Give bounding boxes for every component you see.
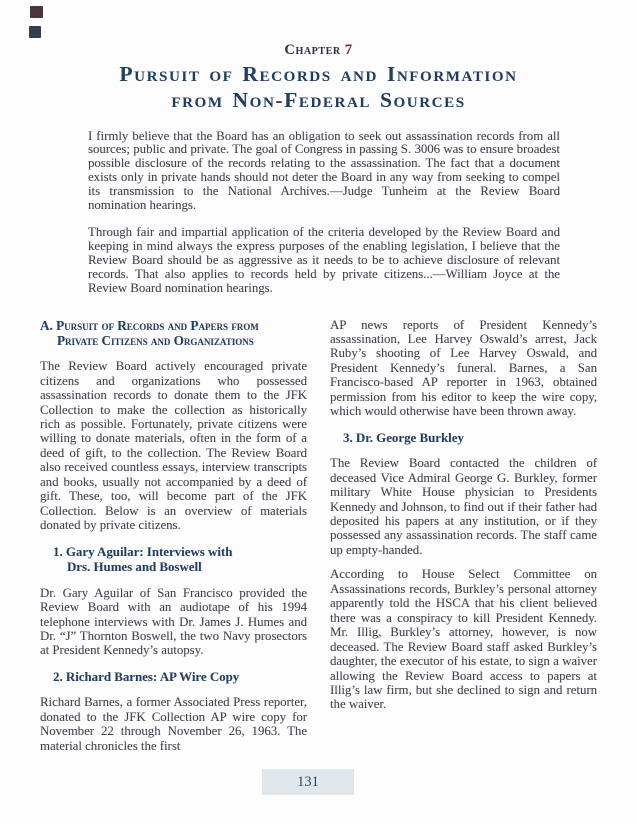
page-title — [0, 62, 637, 114]
subsection-2-heading-line-1: 2. Richard Barnes: AP Wire Copy — [53, 669, 240, 684]
subsection-2-paragraph: Richard Barnes, a former Associated Press reporter, donated to the JFK Collection AP wire copy for November 22 through November 26, 1963. The material chronicles the first — [40, 695, 307, 753]
chapter-number: 7 — [344, 42, 353, 58]
right-column — [330, 318, 597, 712]
subsection-2-heading — [40, 670, 307, 685]
subsection-1-heading-line-2: Drs. Humes and Boswell — [67, 560, 202, 575]
subsection-3-heading-line-1: 3. Dr. George Burkley — [343, 430, 464, 445]
subsection-2-paragraph-continuation: AP news reports of President Kennedy’s assassination, Lee Harvey Oswald’s arrest, Jack Ruby’s shooting of Lee Harvey Oswald, and President Kennedy’s funeral. Barnes, a San Francisco-based AP reporter in 1963, obtained permission from his editor to keep the wire copy, which would otherwise have been thrown away. — [330, 317, 597, 419]
epigraph-joyce: Through fair and impartial application of the criteria developed by the Review Board and keeping in mind always the express purposes of the enabling legislation, I believe that the Review Board should be as aggressive as it needs to be to achieve disclosure of relevant records. That also applies to records held by private citizens...—William Joyce at the Review Board nomination hearings. — [88, 225, 560, 295]
chapter-heading — [0, 42, 637, 59]
page-title-line-1: Pursuit of Records and Information — [119, 62, 518, 86]
scan-artifact-bottom — [29, 26, 41, 38]
subsection-1-heading — [40, 545, 307, 576]
subsection-3-paragraph-1: The Review Board contacted the children of deceased Vice Admiral George G. Burkley, former military White House physician to Presidents Kennedy and Johnson, to find out if their father had deposited his papers at any institution, or if they possessed any assassination records. The staff came up empty-handed. — [330, 456, 597, 557]
subsection-3-heading — [330, 431, 597, 446]
content-columns — [40, 318, 597, 754]
chapter-label: Chapter — [284, 42, 341, 58]
subsection-1-paragraph: Dr. Gary Aguilar of San Francisco provided the Review Board with an audiotape of his 1994 telephone interviews with Dr. James J. Humes and Dr. “J” Thornton Boswell, the two Navy prosectors at President Kennedy’s autopsy. — [40, 585, 307, 658]
page-number-box — [262, 769, 354, 795]
left-column — [40, 318, 307, 754]
section-a-heading-line-1: A. Pursuit of Records and Papers from — [40, 317, 259, 333]
page-title-line-2: from Non-Federal Sources — [171, 87, 466, 112]
scan-artifact-top — [30, 6, 43, 18]
epigraph-tunheim: I firmly believe that the Board has an obligation to seek out assassination records from all sources; public and private. The goal of Congress in passing S. 3006 was to ensure broadest possible disclosure of the records relating to the assassination. The fact that a document exists only in private hands should not deter the Board in any way from seeking to compel its transmission to the National Archives.—Judge Tunheim at the Review Board nomination hearings. — [88, 128, 560, 212]
subsection-1-heading-line-1: 1. Gary Aguilar: Interviews with — [53, 544, 233, 559]
page-number: 131 — [297, 773, 319, 790]
subsection-3-paragraph-2: According to House Select Committee on Assassinations records, Burkley’s personal attorney apparently told the HSCA that his client believed there was a conspiracy to kill President Kennedy. Mr. Illig, Burkley’s attorney, however, is now deceased. The Review Board staff asked Burkley’s daughter, the executor of his estate, to sign a waiver allowing the Review Board access to papers at Illig’s law firm, but she declined to sign and return the waiver. — [330, 567, 597, 712]
section-a-heading-line-2: Private Citizens and Organizations — [57, 333, 254, 349]
section-a-heading — [40, 318, 307, 350]
section-a-intro-paragraph: The Review Board actively encouraged private citizens and organizations who possessed assassination records to donate them to the JFK Collection to make the collection as historically rich as possible. Fortunately, private citizens were willing to donate materials, often in the form of a deed of gift, to the collection. The Review Board also received countless essays, interview transcripts and books, usually not accompanied by a deed of gift. These, too, will become part of the JFK Collection. Below is an overview of materials donated by private citizens. — [40, 359, 307, 533]
